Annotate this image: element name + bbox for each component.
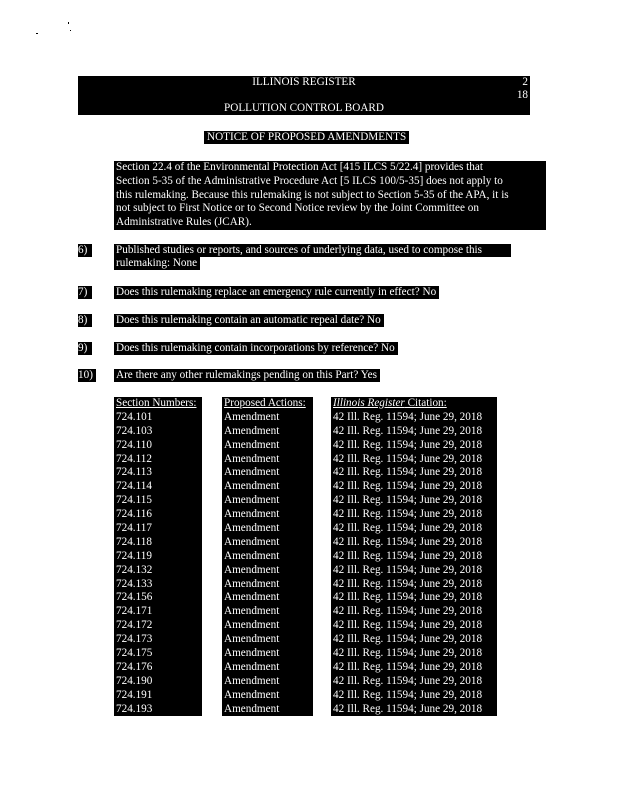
table-cell-action: Amendment — [224, 563, 280, 576]
intro-line: Section 22.4 of the Environmental Protection Act [415 ILCS 5/22.4] provides that — [116, 161, 483, 173]
table-cell-citation: 42 Ill. Reg. 11594; June 29, 2018 — [333, 633, 483, 646]
table-cell-citation: 42 Ill. Reg. 11594; June 29, 2018 — [333, 438, 483, 451]
table-cell-citation: 42 Ill. Reg. 11594; June 29, 2018 — [333, 424, 483, 437]
table-cell-action: Amendment — [224, 424, 280, 437]
table-cell-action: Amendment — [224, 674, 280, 687]
intro-paragraph — [114, 161, 546, 230]
header-agency-bar — [78, 88, 530, 115]
table-cell-section: 724.133 — [116, 577, 153, 590]
item-line: Published studies or reports, and sources of underlying data, used to compose this — [116, 244, 483, 256]
table-cell-citation: 42 Ill. Reg. 11594; June 29, 2018 — [333, 702, 483, 715]
table-cell-action: Amendment — [224, 591, 280, 604]
scan-speck — [70, 30, 71, 31]
table-cell-action: Amendment — [224, 452, 280, 465]
table-cell-section: 724.175 — [116, 647, 153, 660]
agency-name: POLLUTION CONTROL BOARD — [224, 102, 384, 114]
table-cell-section: 724.191 — [116, 688, 153, 701]
item-number: 6) — [78, 244, 92, 257]
section-numbers-column — [114, 397, 202, 716]
table-cell-citation: 42 Ill. Reg. 11594; June 29, 2018 — [333, 522, 483, 535]
table-cell-action: Amendment — [224, 702, 280, 715]
table-cell-section: 724.112 — [116, 452, 152, 465]
table-cell-action: Amendment — [224, 508, 280, 521]
citation-column — [331, 397, 497, 716]
table-cell-action: Amendment — [224, 647, 280, 660]
intro-line: this rulemaking. Because this rulemaking is not subject to Section 5-35 of the APA, it is — [116, 188, 509, 201]
column-header-action: Proposed Actions: — [224, 397, 306, 409]
intro-line: Section 5-35 of the Administrative Procedure Act [5 ILCS 100/5-35] does not apply to — [116, 174, 503, 187]
table-cell-citation: 42 Ill. Reg. 11594; June 29, 2018 — [333, 647, 483, 660]
table-cell-action: Amendment — [224, 605, 280, 618]
table-cell-citation: 42 Ill. Reg. 11594; June 29, 2018 — [333, 660, 483, 673]
table-cell-action: Amendment — [224, 619, 280, 632]
page-number-top: 2 — [522, 76, 528, 88]
table-cell-section: 724.115 — [116, 494, 152, 507]
table-cell-citation: 42 Ill. Reg. 11594; June 29, 2018 — [333, 549, 483, 562]
item-number: 8) — [78, 314, 92, 327]
proposed-actions-column — [222, 397, 313, 716]
column-header-section: Section Numbers: — [116, 397, 197, 409]
table-cell-action: Amendment — [224, 633, 280, 646]
table-cell-section: 724.193 — [116, 702, 153, 715]
table-cell-action: Amendment — [224, 438, 280, 451]
table-cell-section: 724.103 — [116, 424, 153, 437]
item-question: Does this rulemaking contain an automatic repeal date? No — [114, 314, 384, 327]
intro-line: Administrative Rules (JCAR). — [116, 216, 252, 229]
table-cell-section: 724.171 — [116, 605, 153, 618]
table-cell-citation: 42 Ill. Reg. 11594; June 29, 2018 — [333, 452, 483, 465]
register-title: ILLINOIS REGISTER — [252, 76, 356, 88]
table-cell-citation: 42 Ill. Reg. 11594; June 29, 2018 — [333, 605, 483, 618]
table-cell-action: Amendment — [224, 494, 280, 507]
citation-header-rest: Citation: — [404, 397, 447, 409]
table-cell-section: 724.113 — [116, 466, 152, 479]
table-cell-action: Amendment — [224, 535, 280, 548]
notice-title: NOTICE OF PROPOSED AMENDMENTS — [204, 131, 409, 144]
table-cell-section: 724.118 — [116, 535, 152, 548]
table-cell-citation: 42 Ill. Reg. 11594; June 29, 2018 — [333, 480, 483, 493]
table-cell-action: Amendment — [224, 410, 280, 423]
item-question — [114, 244, 511, 257]
citation-header-italic: Illinois Register — [333, 397, 405, 409]
table-cell-section: 724.190 — [116, 674, 153, 687]
intro-line: not subject to First Notice or to Second Notice review by the Joint Committee on — [116, 202, 479, 215]
item-question: Does this rulemaking contain incorporations by reference? No — [114, 342, 398, 355]
header-register-bar — [78, 76, 530, 88]
table-cell-section: 724.156 — [116, 591, 153, 604]
table-cell-citation: 42 Ill. Reg. 11594; June 29, 2018 — [333, 410, 483, 423]
table-cell-action: Amendment — [224, 660, 280, 673]
item-number: 10) — [78, 369, 96, 382]
table-cell-section: 724.173 — [116, 633, 153, 646]
table-cell-citation: 42 Ill. Reg. 11594; June 29, 2018 — [333, 563, 483, 576]
item-question: Does this rulemaking replace an emergency rule currently in effect? No — [114, 286, 439, 299]
table-cell-section: 724.119 — [116, 549, 152, 562]
item-line: rulemaking: None — [116, 257, 198, 269]
table-cell-citation: 42 Ill. Reg. 11594; June 29, 2018 — [333, 535, 483, 548]
table-cell-section: 724.176 — [116, 660, 153, 673]
column-header-citation — [333, 397, 497, 411]
table-cell-section: 724.114 — [116, 480, 152, 493]
table-cell-section: 724.116 — [116, 508, 152, 521]
table-cell-citation: 42 Ill. Reg. 11594; June 29, 2018 — [333, 619, 483, 632]
table-cell-citation: 42 Ill. Reg. 11594; June 29, 2018 — [333, 688, 483, 701]
table-cell-section: 724.101 — [116, 410, 153, 423]
table-cell-section: 724.117 — [116, 522, 152, 535]
table-cell-section: 724.132 — [116, 563, 153, 576]
scan-speck — [68, 22, 69, 24]
table-cell-section: 724.110 — [116, 438, 152, 451]
table-cell-action: Amendment — [224, 549, 280, 562]
table-cell-action: Amendment — [224, 466, 280, 479]
table-cell-section: 724.172 — [116, 619, 153, 632]
table-cell-citation: 42 Ill. Reg. 11594; June 29, 2018 — [333, 591, 483, 604]
table-cell-citation: 42 Ill. Reg. 11594; June 29, 2018 — [333, 674, 483, 687]
item-question — [114, 257, 200, 270]
item-number: 7) — [78, 286, 92, 299]
table-cell-action: Amendment — [224, 480, 280, 493]
table-cell-citation: 42 Ill. Reg. 11594; June 29, 2018 — [333, 508, 483, 521]
item-question: Are there any other rulemakings pending on this Part? Yes — [114, 369, 380, 382]
scan-speck — [36, 33, 38, 34]
item-number: 9) — [78, 342, 92, 355]
table-cell-citation: 42 Ill. Reg. 11594; June 29, 2018 — [333, 577, 483, 590]
page-number-bottom: 18 — [516, 89, 528, 101]
table-cell-citation: 42 Ill. Reg. 11594; June 29, 2018 — [333, 494, 483, 507]
table-cell-action: Amendment — [224, 688, 280, 701]
table-cell-action: Amendment — [224, 577, 280, 590]
table-cell-citation: 42 Ill. Reg. 11594; June 29, 2018 — [333, 466, 483, 479]
table-cell-action: Amendment — [224, 522, 280, 535]
